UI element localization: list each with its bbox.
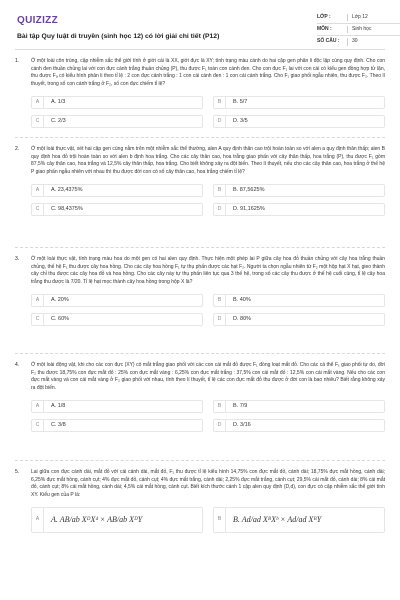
answer-option-b[interactable] [213,184,385,197]
option-text: B. 7/9 [233,402,248,409]
meta-row-subject [317,24,400,36]
option-letter: B [214,295,226,306]
meta-label: SỐ CÂU : [317,38,340,45]
option-text: B. 87,5625% [233,186,265,193]
option-text: C. 3/8 [51,421,66,428]
answer-option-d[interactable] [213,115,385,128]
answer-option-c[interactable] [31,313,203,326]
meta-table [317,12,400,48]
answer-options [31,294,385,326]
option-text: C. 98,4375% [51,205,83,212]
answer-options [31,96,385,128]
answer-option-b[interactable] [213,400,385,413]
question-number: 5. [15,469,20,475]
option-text: D. 80% [233,315,252,322]
answer-option-a[interactable] [31,507,203,533]
meta-row-count [317,36,400,48]
option-letter: B [214,401,226,412]
question-5 [15,461,385,600]
meta-value: 30 [347,38,400,45]
option-formula: A. AB/ab XᴰXᵈ × AB/ab XᴰY [51,515,143,525]
answer-option-d[interactable] [213,419,385,432]
option-letter: D [214,204,226,215]
answer-option-a[interactable] [31,294,203,307]
option-text: D. 3/16 [233,421,251,428]
worksheet-title: Bài tập Quy luật di truyền (sinh học 12) có lời giải chi tiết (P12) [17,33,220,40]
option-text: B. 5/7 [233,98,248,105]
option-text: D. 91,1625% [233,205,265,212]
option-text: A. 23,4375% [51,186,83,193]
option-letter: C [32,314,44,325]
answer-option-a[interactable] [31,184,203,197]
answer-options [31,184,385,216]
quizizz-logo: QUIZIZZ [17,15,58,26]
option-text: C. 2/3 [51,117,66,124]
option-text: D. 3/5 [233,117,248,124]
answer-option-a[interactable] [31,96,203,109]
answer-option-c[interactable] [31,419,203,432]
option-text: A. 20% [51,296,69,303]
question-text: Ở một loài thực vật, xét hai cặp gen cùng nằm trên một nhiễm sắc thể thường, alen A quy định thân cao trội hoàn toàn so với alen a quy định thân thấp; alen B quy định hoa đỏ trội hoàn toàn so với alen b định hoa trắng. Cho các cây thân cao, hoa trắng giao phấn với cây thân thấp, hoa trắng (P), thu được F₁ gồm 87,5% cây thân cao, hoa trắng và 12,5% cây thân thấp, hoa trắng. Cho biết không xảy ra đột biến. Theo lí thuyết, nếu cho các cây thân cao, hoa trắng ở thế hệ P giao phấn ngẫu nhiên với nhau thì thu được đời con có số cây thân cao, hoa trắng chiếm tỉ lệ? [31,146,385,175]
option-letter: D [214,116,226,127]
question-1 [15,50,385,138]
question-number: 2. [15,146,20,152]
option-letter: B [214,185,226,196]
answer-option-c[interactable] [31,115,203,128]
option-letter: C [32,204,44,215]
answer-option-b[interactable] [213,507,385,533]
answer-option-a[interactable] [31,400,203,413]
worksheet-header [15,0,385,50]
question-text: Ở một loài côn trùng, cặp nhiễm sắc thể giới tính ở giới cái là XX, giới đực là XY; tính trạng màu cánh do hai cặp gen phân li độc lập cùng quy định. Cho con cánh đen thuần chủng lai với con đực cánh trắng thuần chủng (P), thu được F₁ toàn con cánh đen. Cho con đực F₁ lai với con cái có kiểu gen đồng hợp tử lặn, thu được Fₐ có kiểu hình phân li theo tỉ lệ : 2 con đực cánh trắng : 1 con cái cánh đen : 1 con cái cánh trắng. Cho F₁ giao phối ngẫu nhiên, thu được F₂. Theo lí thuyết, trong số con cánh trắng ở F₂, số con đực chiếm tỉ lệ? [31,58,385,87]
question-4 [15,354,385,461]
option-text: C. 60% [51,315,70,322]
meta-label: MÔN : [317,25,332,32]
answer-option-b[interactable] [213,96,385,109]
meta-value: Sinh học [347,26,400,33]
option-letter: A [32,508,44,532]
question-number: 1. [15,58,20,64]
option-letter: C [32,420,44,431]
question-text: Ở một loài thực vật, tính trạng màu hoa do một gen có hai alen quy định. Thực hiện một phép lai P giữa cây hoa đỏ thuần chủng với cây hoa trắng thuần chủng, thế hệ F₁ thu được cây hoa hồng. Cho các cây hoa hồng F₁ tự thụ phấn được các hạt F₂. Người ta chọn ngẫu nhiên từ F₂ một hộp hạt X hạt, gieo thành cây chỉ thu được các cây hoa đỏ và hoa hồng. Cho các cây này tự thụ phấn liên tục qua 3 thế hệ, trong số các cây thu được ở thế hệ cuối cùng, tỉ lệ cây hoa trắng thu được là 7/20. Tỉ lệ hạt mọc thành cây hoa hồng trong hộp X là? [31,256,385,285]
option-letter: A [32,185,44,196]
answer-options [31,507,385,533]
meta-row-grade [317,12,400,24]
question-number: 4. [15,362,20,368]
option-letter: D [214,314,226,325]
meta-label: LỚP : [317,13,331,20]
option-text: A. 1/3 [51,98,66,105]
answer-option-b[interactable] [213,294,385,307]
question-3 [15,248,385,354]
question-2 [15,138,385,248]
option-text: A. 1/8 [51,402,66,409]
option-letter: A [32,97,44,108]
answer-option-c[interactable] [31,203,203,216]
option-text: B. 40% [233,296,251,303]
option-letter: B [214,97,226,108]
answer-option-d[interactable] [213,203,385,216]
option-letter: D [214,420,226,431]
option-letter: B [214,508,226,532]
answer-options [31,400,385,432]
option-letter: C [32,116,44,127]
answer-option-d[interactable] [213,313,385,326]
meta-value: Lớp 12 [347,14,400,21]
question-text: Lai giữa con đực cánh dài, mắt đỏ với cái cánh dài, mắt đỏ, F₁ thu được tỉ lệ kiểu hình 14,75% con đực mắt đỏ, cánh dài; 18,75% đực mắt hồng, cánh dài; 6,25% đực mắt hồng, cánh cụt; 4% đực mắt đỏ, cánh cụt; 4% đực mắt trắng, cánh dài; 2,25% đực mắt trắng, cánh cụt; 29,5% cái mắt đỏ, cánh dài; 8% cái mắt đỏ, cánh cụt; 8% cái mắt hồng, cánh dài; 4,5% cái mắt hồng, cánh cụt. Biết kích thước cánh 1 cặp alen quy định (D,d), con đực có cặp nhiễm sắc thể giới tính XY. Kiểu gen của P là: [31,469,385,498]
question-text: Ở một loài động vật, khi cho các con đực (XY) có mắt trắng giao phối với các con cái mắt đỏ được F₁ đồng loạt mắt đỏ. Cho các cá thể F₁ giao phối tự do, đời F₂ thu được 18,75% con đực mắt đỏ : 25% con đực mắt vàng : 6,25% con đực mắt trắng : 37,5% con cái mắt đỏ : 12,5% con cái mắt vàng. Nếu cho các con đực mắt vàng và con cái mắt vàng ở F₂ giao phối với nhau, tính theo lí thuyết, tỉ lệ các con đực mắt đỏ thu được ở đời con là bao nhiêu? Biết rằng không xảy ra đột biến. [31,362,385,391]
question-number: 3. [15,256,20,262]
option-letter: A [32,295,44,306]
option-letter: A [32,401,44,412]
option-formula: B. Ad/ad XᴮXᵇ × Ad/ad XᴮY [233,515,322,525]
